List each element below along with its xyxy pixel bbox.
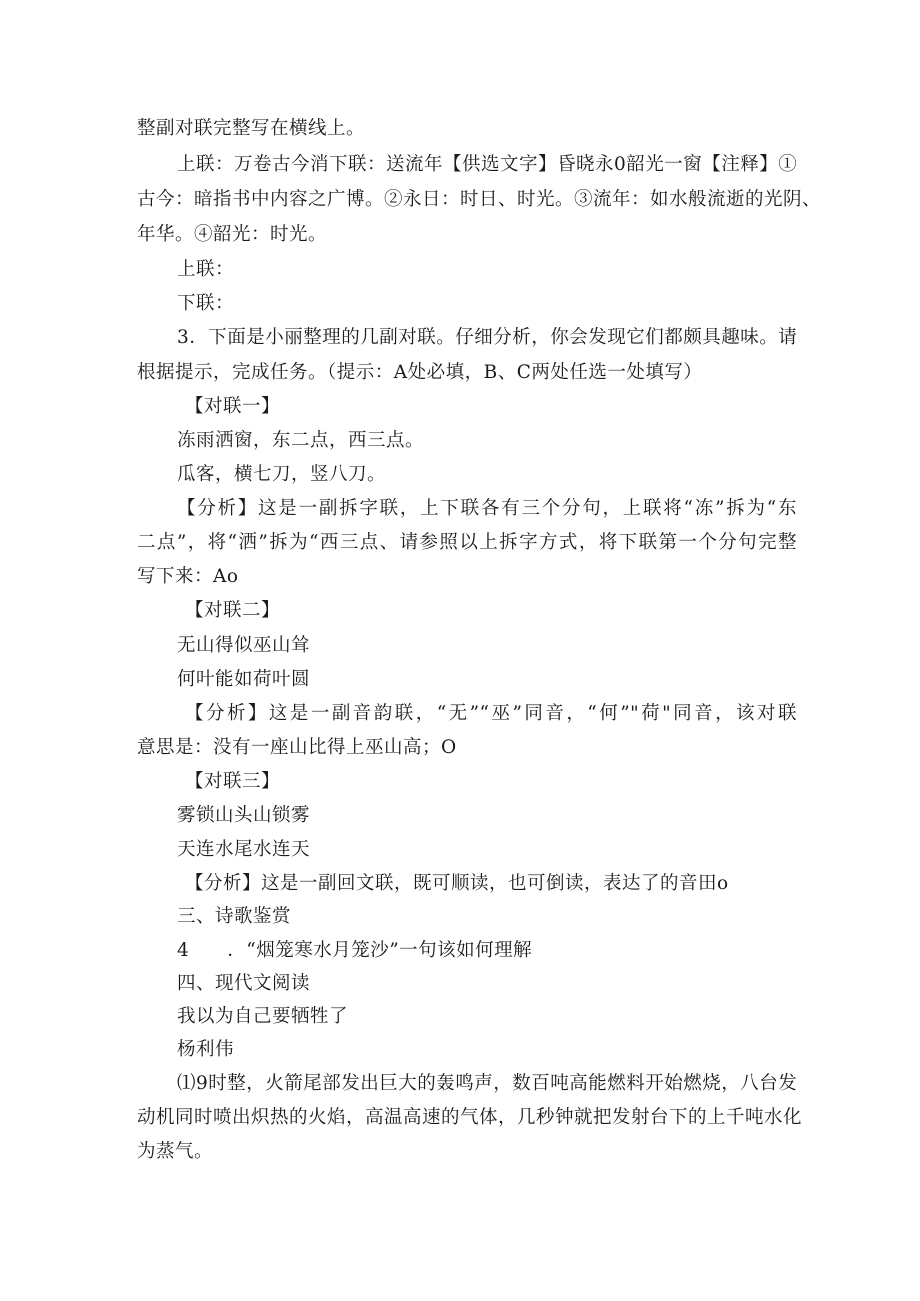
text-line: 整副对联完整写在横线上。 <box>137 118 366 139</box>
couplet-line: 雾锁山头山锁雾 <box>177 805 311 826</box>
article-author: 杨利伟 <box>177 1039 235 1060</box>
analysis-text: 【分析】这是一副拆字联，上下联各有三个分句，上联将“冻”拆为“东 <box>177 498 797 519</box>
analysis-text: 【分析】这是一副音韵联，“无”“巫”同音，“何”"荷"同音，该对联 <box>185 703 797 724</box>
text-line: 下联： <box>177 293 235 314</box>
paragraph-text: 动机同时喷出炽热的火焰，高温高速的气体，几秒钟就把发射台下的上千吨水化 <box>137 1107 803 1128</box>
couplet-line: 瓜客，横七刀，竖八刀。 <box>177 464 387 485</box>
section-label: 【对联三】 <box>185 771 281 792</box>
text-line: 上联：万卷古今消下联：送流年【供选文字】昏晓永0韶光一窗【注释】① <box>177 154 798 175</box>
couplet-line: 无山得似巫山耸 <box>177 635 311 656</box>
question-heading: 4 ．“烟笼寒水月笼沙”一句该如何理解 <box>177 940 533 961</box>
analysis-text: 二点”，将“洒”拆为“西三点、请参照以上拆字方式，将下联第一个分句完整 <box>137 532 797 553</box>
couplet-line: 冻雨洒窗，东二点，西三点。 <box>177 430 425 451</box>
text-line: 古今：暗指书中内容之广博。②永日：时日、时光。③流年：如水般流逝的光阴、 <box>137 189 822 210</box>
analysis-text: 写下来：Ao <box>137 566 239 587</box>
text-line: 上联： <box>177 259 235 280</box>
paragraph-text: ⑴9时整，火箭尾部发出巨大的轰鸣声，数百吨高能燃料开始燃烧，八台发 <box>177 1073 798 1094</box>
question-heading: 3．下面是小丽整理的几副对联。仔细分析，你会发现它们都颇具趣味。请 <box>177 327 798 348</box>
text-line: 根据提示，完成任务。（提示：A处必填，B、C两处任选一处填写） <box>137 362 703 383</box>
analysis-text: 意思是：没有一座山比得上巫山高；O <box>137 737 457 758</box>
couplet-line: 何叶能如荷叶圆 <box>177 669 311 690</box>
section-heading: 四、现代文阅读 <box>177 973 311 994</box>
article-title: 我以为自己要牺牲了 <box>177 1006 349 1027</box>
section-label: 【对联一】 <box>185 396 281 417</box>
text-line: 年华。④韶光：时光。 <box>137 224 328 245</box>
couplet-line: 天连水尾水连天 <box>177 839 311 860</box>
paragraph-text: 为蒸气。 <box>137 1141 214 1162</box>
section-heading: 三、诗歌鉴赏 <box>177 906 292 927</box>
analysis-text: 【分析】这是一副回文联，既可顺读，也可倒读，表达了的音田o <box>185 873 729 894</box>
section-label: 【对联二】 <box>185 600 281 621</box>
